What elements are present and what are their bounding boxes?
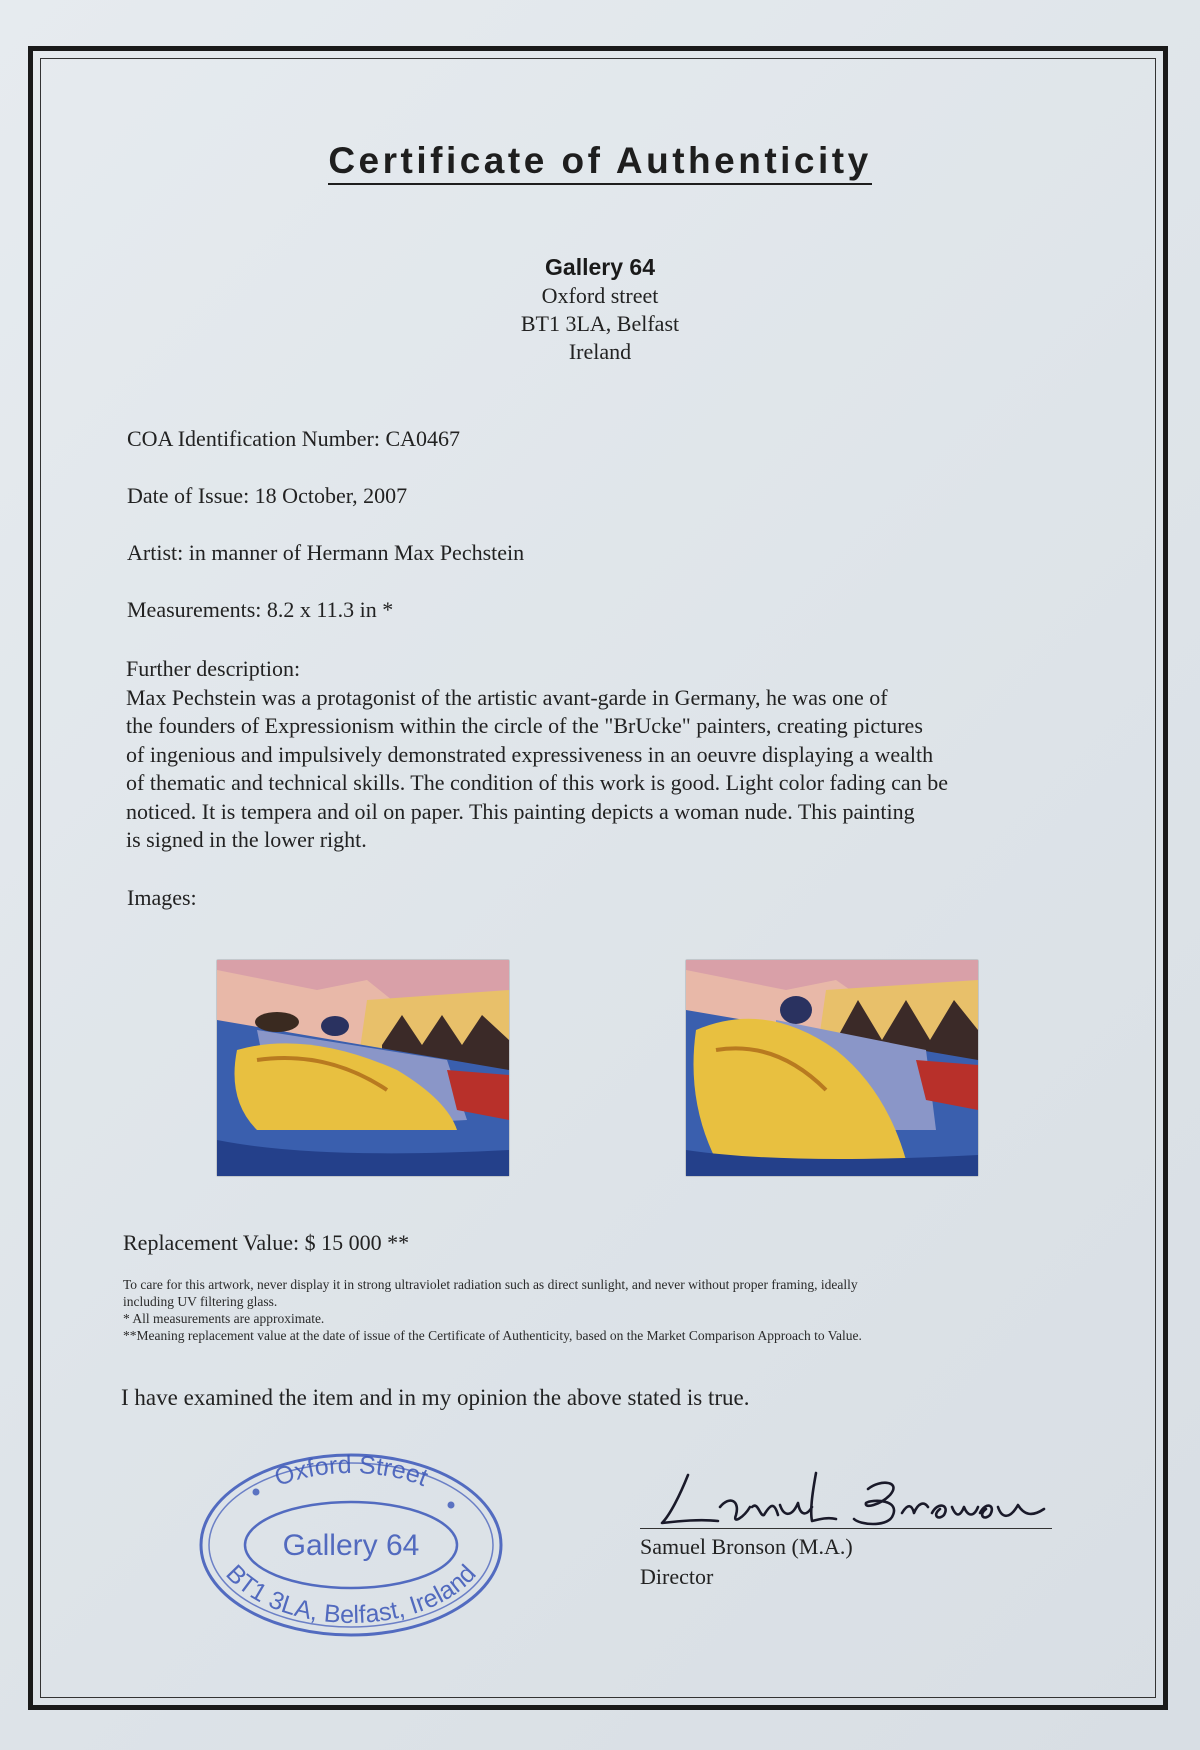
description-line: is signed in the lower right. [126, 827, 367, 852]
care-note-line: including UV filtering glass. [123, 1294, 278, 1309]
description-line: Max Pechstein was a protagonist of the artistic avant-garde in Germany, he was one of [126, 684, 888, 710]
gallery-street: Oxford street [541, 283, 659, 308]
measurements: Measurements: 8.2 x 11.3 in * [127, 597, 394, 622]
further-description [126, 655, 1086, 855]
images-label: Images: [127, 885, 197, 910]
care-note-line: **Meaning replacement value at the date of issue of the Certificate of Authenticity, based on the Market Comparison Approach to Value. [123, 1328, 862, 1343]
examination-statement: I have examined the item and in my opinion the above stated is true. [121, 1385, 750, 1410]
date-of-issue: Date of Issue: 18 October, 2007 [127, 483, 408, 508]
description-line: of thematic and technical skills. The condition of this work is good. Light color fading can be [126, 770, 948, 795]
signature-line [640, 1528, 1052, 1529]
gallery-name: Gallery 64 [545, 254, 655, 280]
gallery-address-block [0, 252, 1200, 366]
description-line: of ingenious and impulsively demonstrated expressiveness in an oeuvre displaying a wealth [126, 741, 934, 767]
further-description-label: Further description: [126, 656, 301, 681]
care-note-line: * All measurements are approximate. [123, 1311, 325, 1326]
care-note-line: To care for this artwork, never display it in strong ultraviolet radiation such as direct sunlight, and never without proper framing, ideally [123, 1277, 858, 1292]
certificate-title: Certificate of Authenticity [0, 140, 1200, 182]
painting-image-1 [217, 960, 509, 1176]
stamp-top-text: Oxford Street [271, 1450, 432, 1493]
stamp-center-text: Gallery 64 [282, 1529, 420, 1562]
stamp-bottom-text: BT1 3LA, Belfast, Ireland [220, 1559, 482, 1630]
description-line: the founders of Expressionism within the circle of the "BrUcke" painters, creating pictures [126, 713, 923, 738]
description-line: noticed. It is tempera and oil on paper. This painting depicts a woman nude. This painting [126, 798, 915, 824]
replacement-value: Replacement Value: $ 15 000 ** [123, 1230, 410, 1255]
signer-block [640, 1532, 853, 1592]
handwritten-signature [640, 1455, 1060, 1535]
artist: Artist: in manner of Hermann Max Pechstein [127, 540, 525, 565]
care-notes [123, 1276, 1053, 1344]
signer-name: Samuel Bronson (M.A.) [640, 1534, 853, 1559]
coa-number: COA Identification Number: CA0467 [127, 426, 461, 451]
gallery-stamp [196, 1450, 506, 1640]
gallery-city: BT1 3LA, Belfast [520, 311, 680, 336]
gallery-country: Ireland [568, 339, 632, 364]
signer-title: Director [640, 1564, 714, 1589]
painting-image-2 [686, 960, 978, 1176]
